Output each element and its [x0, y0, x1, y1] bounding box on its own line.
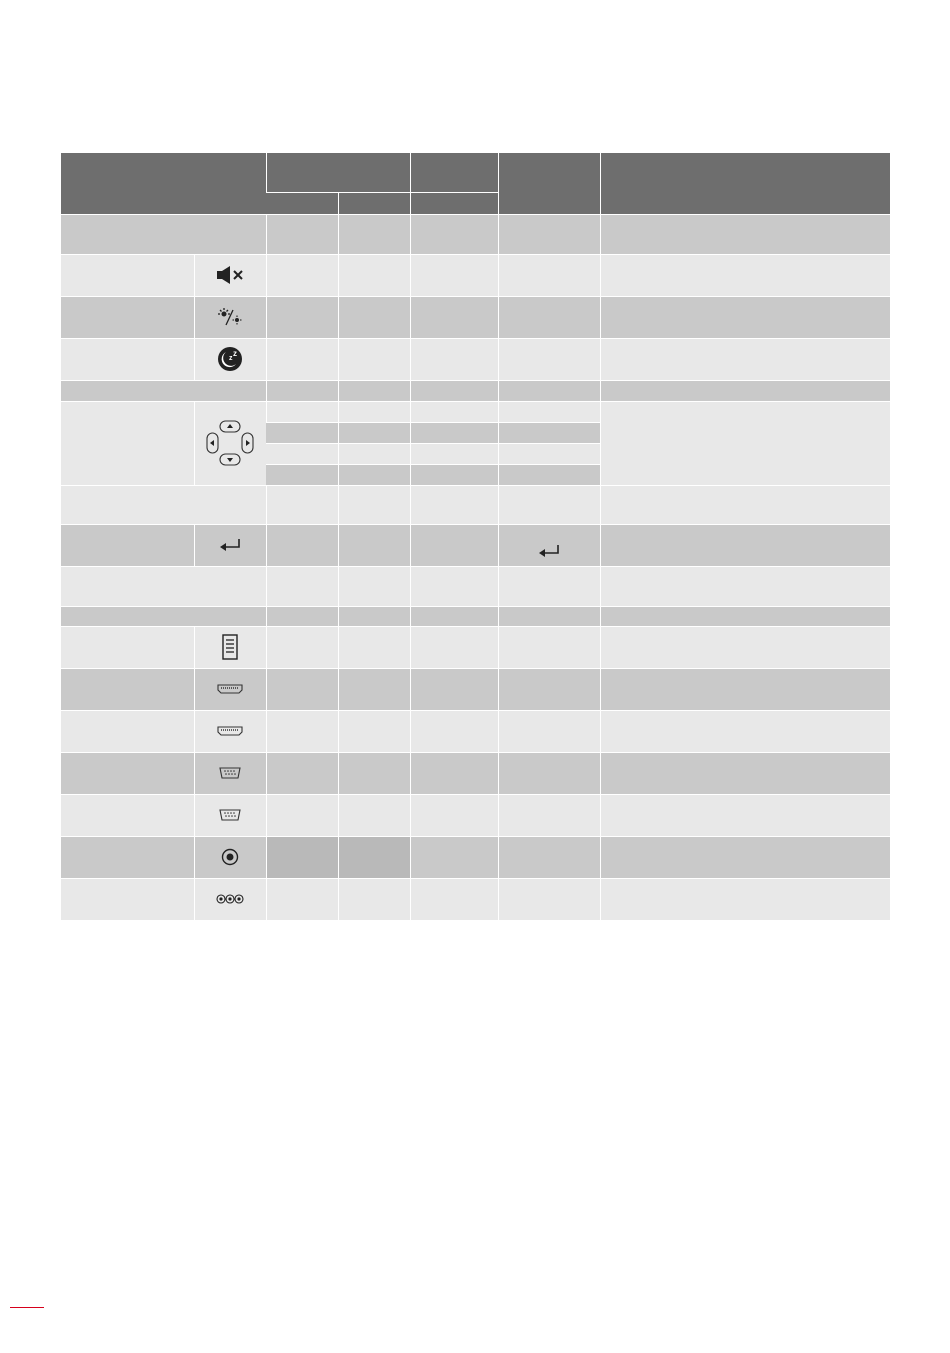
table-cell: [266, 338, 338, 380]
icon-cell: [194, 878, 266, 920]
table-cell: [410, 464, 498, 485]
table-cell: [266, 566, 338, 606]
table-cell: [266, 752, 338, 794]
table-cell: [498, 626, 600, 668]
icon-cell: [194, 254, 266, 296]
table-row: [61, 710, 890, 752]
section-row: [61, 606, 890, 626]
table-cell: [498, 836, 600, 878]
row-label-cell: [61, 794, 194, 836]
table-row: [61, 485, 890, 524]
table-cell: [498, 794, 600, 836]
table-cell: [410, 485, 498, 524]
hdmi-port-icon: [217, 684, 243, 694]
table-cell: [600, 606, 890, 626]
table-cell: [266, 606, 338, 626]
table-row: [61, 836, 890, 878]
header-cell-description: [600, 153, 890, 214]
table-cell: [498, 443, 600, 464]
table-cell: [410, 752, 498, 794]
table-cell: [410, 566, 498, 606]
table-row: [61, 752, 890, 794]
hdmi-port-icon: [217, 726, 243, 736]
icon-cell: [194, 752, 266, 794]
table-row: [61, 878, 890, 920]
table-cell: [498, 338, 600, 380]
table-cell: [266, 878, 338, 920]
table-cell: [338, 422, 410, 443]
table-cell: [600, 878, 890, 920]
table-cell: [498, 464, 600, 485]
table-cell: [410, 422, 498, 443]
header-subcell-2: [338, 192, 410, 214]
table-cell: [498, 296, 600, 338]
row-label-cell: [61, 338, 194, 380]
table-cell: [410, 668, 498, 710]
footer-accent-line: [10, 1307, 44, 1308]
table-cell: [498, 485, 600, 524]
table-cell: [498, 566, 600, 606]
table-cell: [498, 422, 600, 443]
table-cell: [338, 401, 410, 422]
table-cell: [410, 338, 498, 380]
table-cell: [410, 606, 498, 626]
svg-text:z: z: [229, 355, 233, 362]
table-cell: [338, 878, 410, 920]
table-cell: [266, 710, 338, 752]
table-cell: [266, 464, 338, 485]
table-cell: [498, 380, 600, 401]
table-cell: [266, 626, 338, 668]
table-cell: [410, 626, 498, 668]
table-cell: [338, 296, 410, 338]
table-row: [61, 296, 890, 338]
row-label-cell: [61, 710, 194, 752]
table-cell: [600, 836, 890, 878]
table-cell: [266, 485, 338, 524]
icon-cell: [194, 401, 266, 485]
section-label-cell: [61, 606, 266, 626]
table-cell: [410, 254, 498, 296]
table-cell: [266, 422, 338, 443]
icon-cell: [194, 338, 266, 380]
icon-cell: [194, 794, 266, 836]
table-cell: [338, 380, 410, 401]
row-label-cell: [61, 214, 266, 254]
table-cell: [498, 710, 600, 752]
row-label-cell: [61, 524, 194, 566]
table-cell: [410, 878, 498, 920]
table-cell: [600, 524, 890, 566]
table-cell: [410, 794, 498, 836]
table-cell: [266, 296, 338, 338]
table-cell: [338, 254, 410, 296]
table-row: [61, 338, 890, 380]
table-cell: [338, 524, 410, 566]
table-cell: [338, 752, 410, 794]
table-row: [61, 254, 890, 296]
header-cell-function: [61, 153, 266, 214]
table-cell: [410, 380, 498, 401]
table-cell: [600, 794, 890, 836]
table-cell: [600, 338, 890, 380]
table-cell: [266, 380, 338, 401]
table-row: [61, 626, 890, 668]
header-subcell-1: [266, 192, 338, 214]
table-cell: [600, 566, 890, 606]
table-cell: [266, 214, 338, 254]
table-cell: [498, 752, 600, 794]
icon-cell: [194, 836, 266, 878]
table-row: [61, 214, 890, 254]
row-label-cell: [61, 668, 194, 710]
table-cell: [498, 214, 600, 254]
table-row: [61, 401, 890, 422]
table-cell: [338, 606, 410, 626]
table-cell: [338, 464, 410, 485]
table-cell: [266, 836, 338, 878]
header-cell-group-b: [410, 153, 498, 192]
enter-icon: [537, 544, 561, 558]
table-cell: [338, 794, 410, 836]
table-cell: [266, 254, 338, 296]
table-cell: [410, 296, 498, 338]
table-cell: [266, 524, 338, 566]
row-label-cell: [61, 401, 194, 485]
table-cell: [338, 485, 410, 524]
header-cell-group-a: [266, 153, 410, 192]
icon-cell: [194, 710, 266, 752]
header-subcell-3: [410, 192, 498, 214]
table-cell: [338, 443, 410, 464]
enter-symbol-cell: [498, 524, 600, 566]
table-cell: [338, 626, 410, 668]
vga-port-icon: [219, 767, 241, 779]
section-row: [61, 380, 890, 401]
vga-port-icon: [219, 809, 241, 821]
table-cell: [410, 401, 498, 422]
table-cell: [410, 443, 498, 464]
table-cell: [498, 606, 600, 626]
enter-icon: [218, 538, 242, 552]
table-cell: [600, 752, 890, 794]
four-way-navigation-icon: [205, 420, 255, 466]
table-cell: [600, 668, 890, 710]
table-cell: [600, 296, 890, 338]
table-cell: [266, 401, 338, 422]
table-cell: [338, 566, 410, 606]
header-cell-group-c: [498, 153, 600, 214]
row-label-cell: [61, 566, 266, 606]
icon-cell: [194, 524, 266, 566]
row-label-cell: [61, 254, 194, 296]
table-cell: [266, 443, 338, 464]
table-cell: [266, 668, 338, 710]
menu-icon: [221, 634, 239, 660]
table-cell: [338, 668, 410, 710]
remote-control-function-table: [61, 153, 890, 920]
row-label-cell: [61, 626, 194, 668]
table-cell: [600, 485, 890, 524]
row-label-cell: [61, 836, 194, 878]
component-input-icon: [216, 893, 244, 905]
table-row: [61, 668, 890, 710]
table-cell: [338, 214, 410, 254]
section-label-cell: [61, 380, 266, 401]
table-cell: [600, 214, 890, 254]
table-cell: [266, 794, 338, 836]
table-row: [61, 794, 890, 836]
svg-text:z: z: [233, 349, 237, 358]
icon-cell: [194, 296, 266, 338]
table-cell: [600, 254, 890, 296]
sleep-timer-icon: [217, 346, 243, 372]
table-cell: [410, 214, 498, 254]
table-cell: [338, 836, 410, 878]
table-cell: [498, 668, 600, 710]
video-input-icon: [221, 848, 239, 866]
table-row: [61, 524, 890, 566]
table-cell: [498, 401, 600, 422]
table-cell: [498, 254, 600, 296]
table-cell: [498, 878, 600, 920]
table-cell: [600, 626, 890, 668]
table-cell: [338, 710, 410, 752]
icon-cell: [194, 668, 266, 710]
table-cell: [338, 338, 410, 380]
brightness-icon: [217, 307, 243, 327]
row-label-cell: [61, 878, 194, 920]
table-cell: [410, 710, 498, 752]
row-label-cell: [61, 485, 266, 524]
table-cell: [410, 836, 498, 878]
table-row: [61, 566, 890, 606]
icon-cell: [194, 626, 266, 668]
mute-icon: [216, 265, 244, 285]
row-label-cell: [61, 752, 194, 794]
table-cell: [600, 710, 890, 752]
table-cell: [410, 524, 498, 566]
description-cell: [600, 401, 890, 485]
table-cell: [600, 380, 890, 401]
row-label-cell: [61, 296, 194, 338]
